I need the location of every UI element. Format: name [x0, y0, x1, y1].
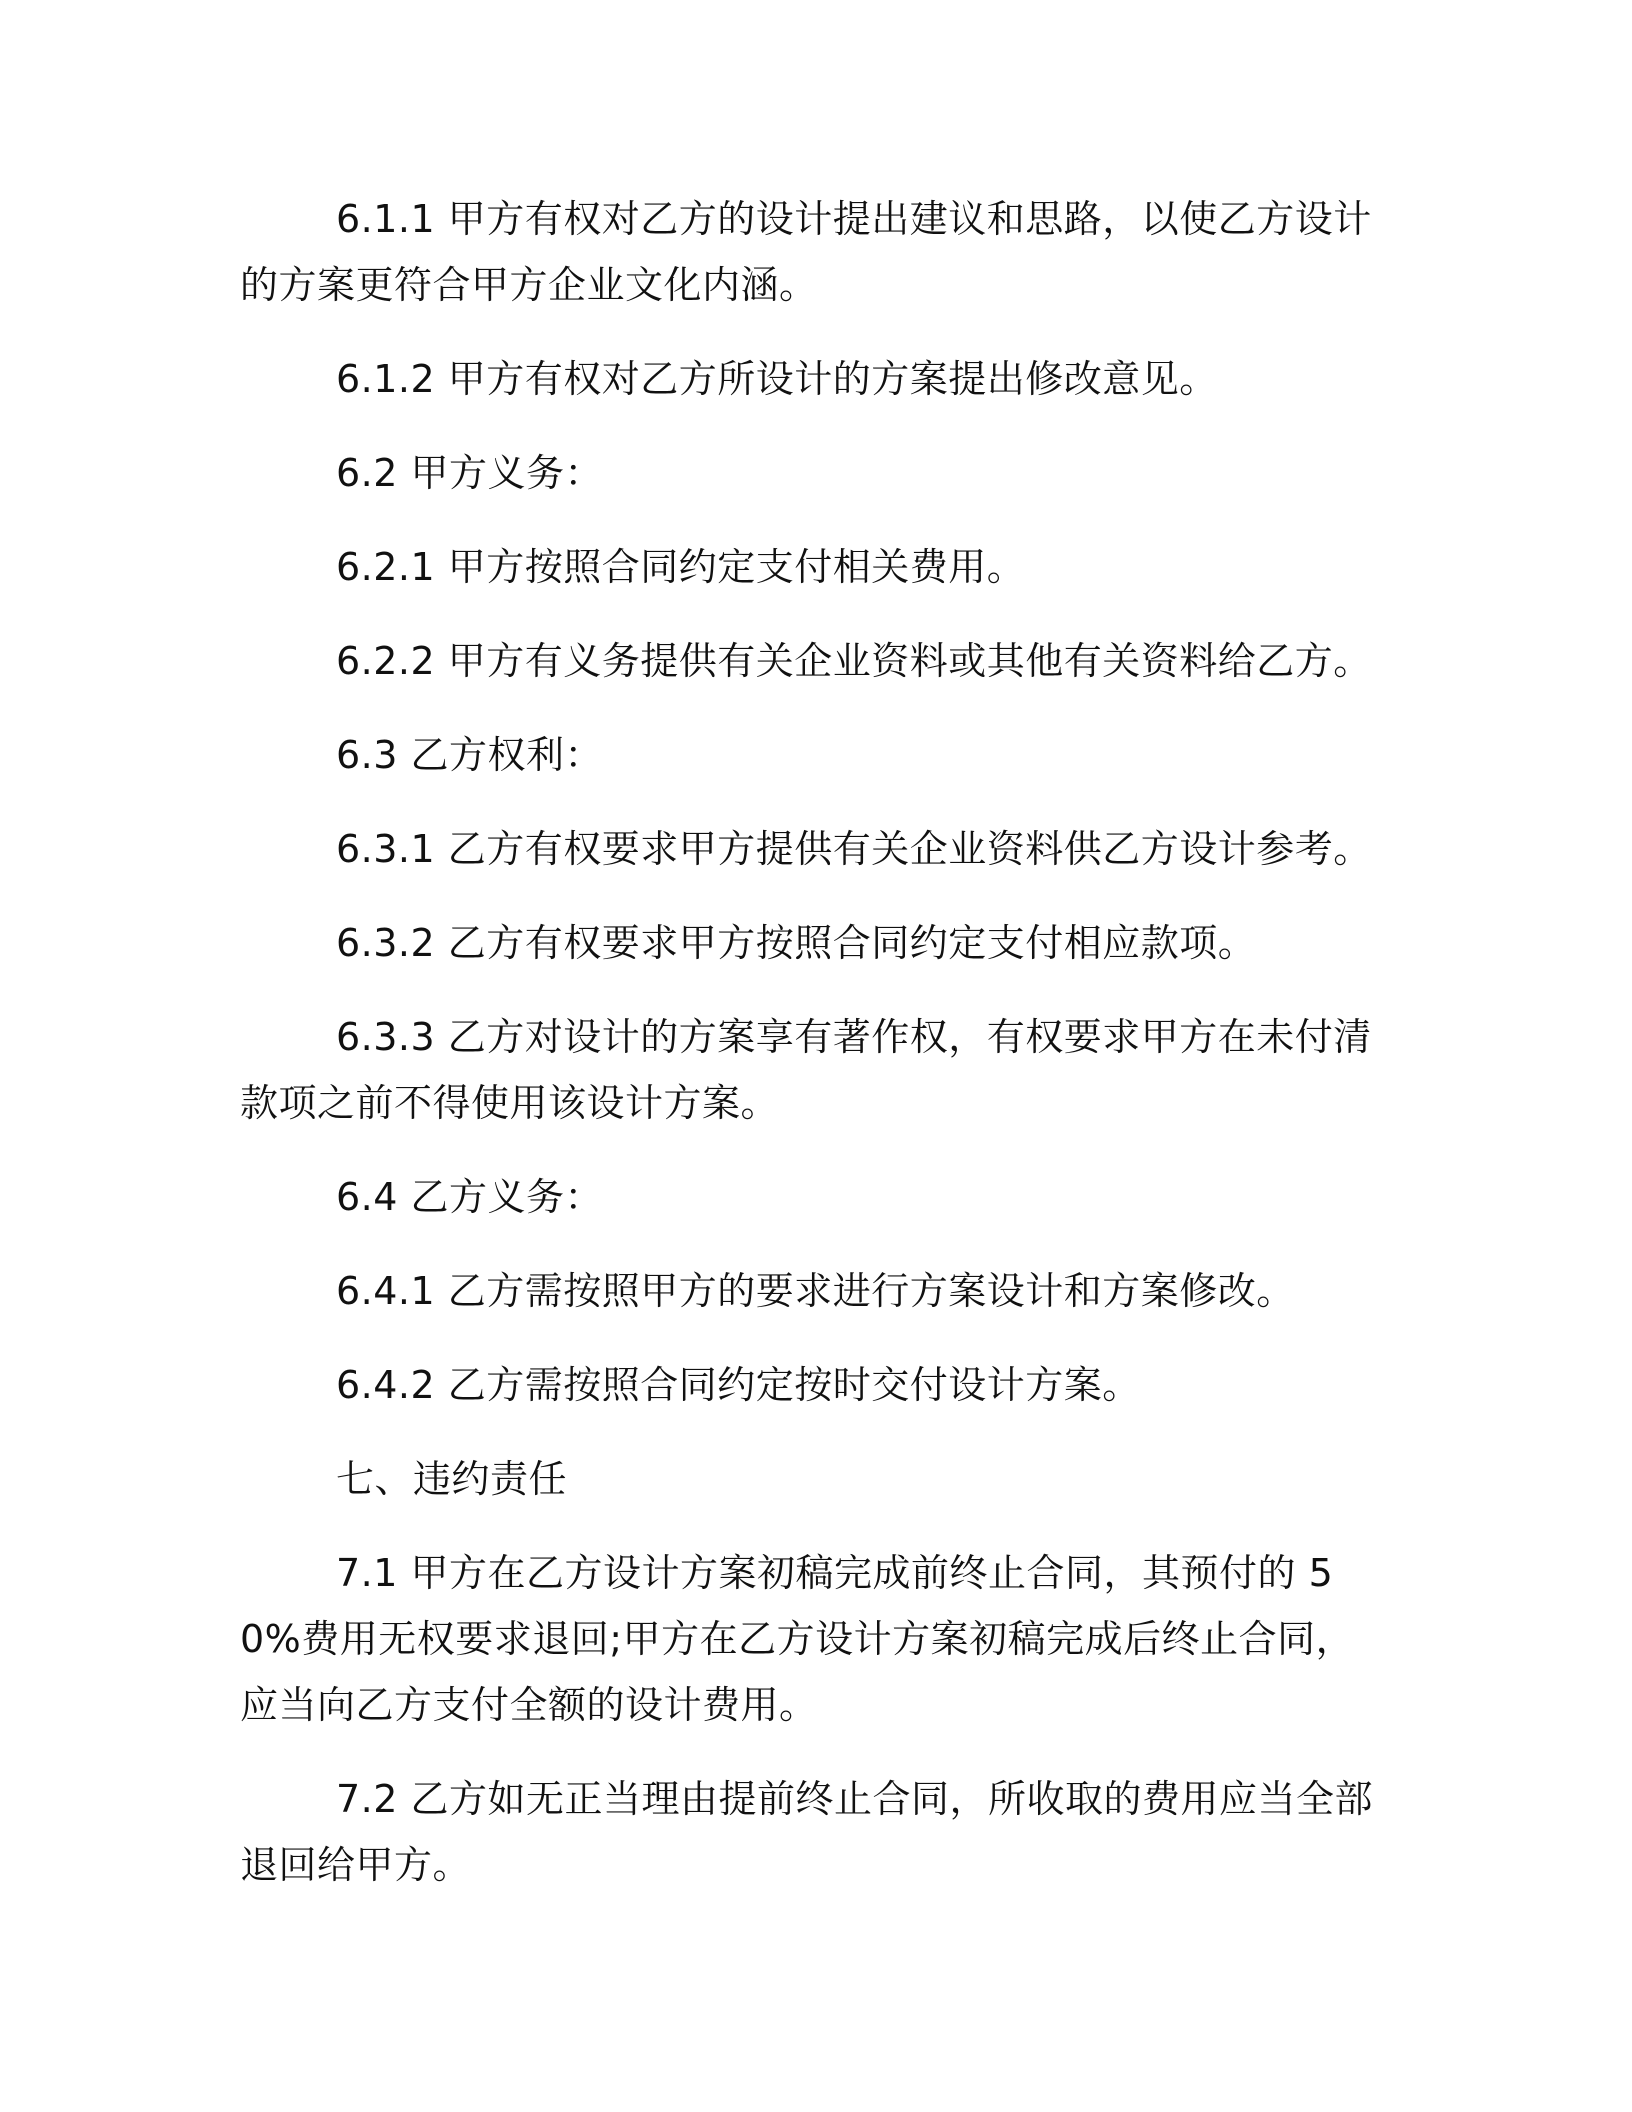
clause-7-2: 7.2 乙方如无正当理由提前终止合同，所收取的费用应当全部退回给甲方。 — [240, 1777, 1374, 1887]
clause-6-3-2: 6.3.2 乙方有权要求甲方按照合同约定支付相应款项。 — [336, 921, 1257, 965]
clause-6-3-3: 6.3.3 乙方对设计的方案享有著作权，有权要求甲方在未付清款项之前不得使用该设计方案。 — [240, 1015, 1372, 1125]
clause-6-2-1: 6.2.1 甲方按照合同约定支付相关费用。 — [336, 545, 1026, 589]
clause-6-2-heading: 6.2 甲方义务： — [336, 451, 604, 495]
clause-6-1-1: 6.1.1 甲方有权对乙方的设计提出建议和思路，以使乙方设计的方案更符合甲方企业文化内涵。 — [240, 197, 1372, 307]
clause-6-4-heading: 6.4 乙方义务： — [336, 1175, 604, 1219]
clause-7-1: 7.1 甲方在乙方设计方案初稿完成前终止合同，其预付的 50%费用无权要求退回;甲方在乙方设计方案初稿完成后终止合同，应当向乙方支付全额的设计费用。 — [240, 1551, 1355, 1727]
clause-6-3-heading: 6.3 乙方权利： — [336, 733, 604, 777]
section-7-heading: 七、违约责任 — [336, 1457, 568, 1501]
clause-6-4-1: 6.4.1 乙方需按照甲方的要求进行方案设计和方案修改。 — [336, 1269, 1295, 1313]
clause-6-2-2: 6.2.2 甲方有义务提供有关企业资料或其他有关资料给乙方。 — [336, 639, 1372, 683]
clause-6-1-2: 6.1.2 甲方有权对乙方所设计的方案提出修改意见。 — [336, 357, 1218, 401]
document-body — [240, 186, 1380, 1926]
clause-6-3-1: 6.3.1 乙方有权要求甲方提供有关企业资料供乙方设计参考。 — [336, 827, 1372, 871]
clause-6-4-2: 6.4.2 乙方需按照合同约定按时交付设计方案。 — [336, 1363, 1141, 1407]
